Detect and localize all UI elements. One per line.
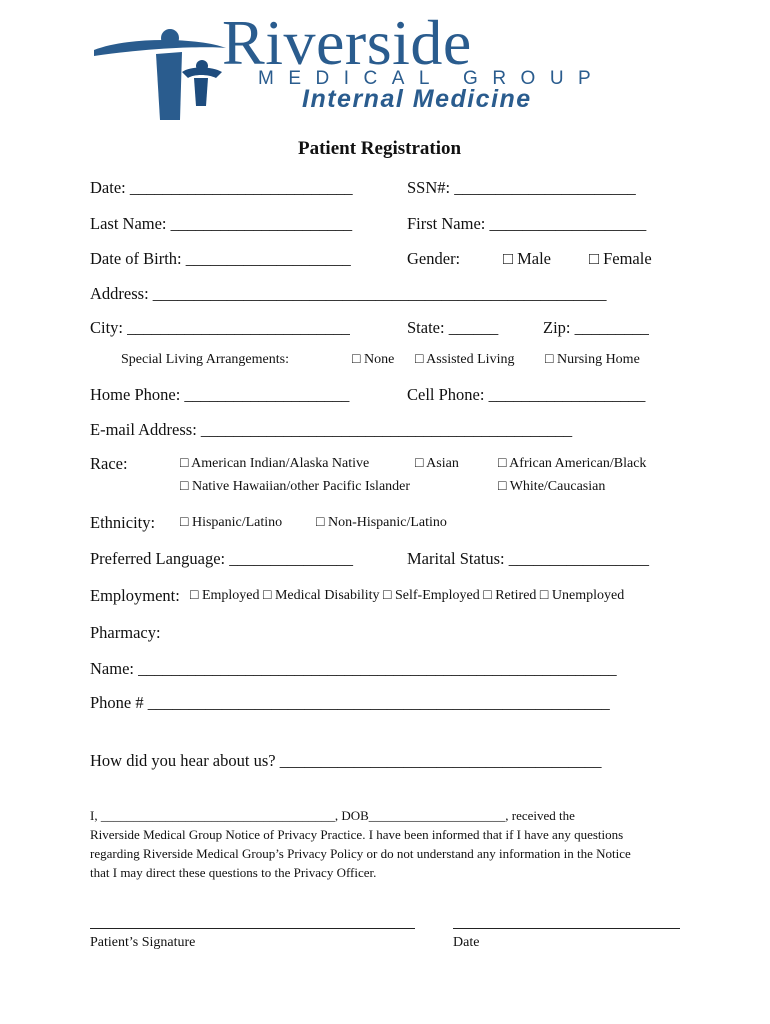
living-nursing-checkbox[interactable]: □ Nursing Home (545, 352, 640, 367)
privacy-line: Riverside Medical Group Notice of Privacy Practice. I have been informed that if I have any questions (90, 827, 624, 842)
privacy-line: that I may direct these questions to the Privacy Officer. (90, 865, 377, 880)
email-field[interactable]: E-mail Address: _____________________________________________ (90, 420, 573, 439)
pharmacy-name-field[interactable]: Name: __________________________________________________________ (90, 659, 617, 678)
privacy-line[interactable]: I, ____________________________________, DOB_____________________, received the (90, 808, 575, 823)
address-field[interactable]: Address: _______________________________________________________ (90, 284, 607, 303)
preferred-language-field[interactable]: Preferred Language: _______________ (90, 549, 354, 568)
ethnicity-non-hispanic-checkbox[interactable]: □ Non-Hispanic/Latino (316, 515, 447, 530)
first-name-field[interactable]: First Name: ___________________ (407, 214, 647, 233)
gender-male-checkbox[interactable]: □ Male (503, 249, 551, 268)
patient-signature-line[interactable] (90, 928, 415, 929)
date-field[interactable]: Date: ___________________________ (90, 178, 353, 197)
race-african-american-checkbox[interactable]: □ African American/Black (498, 456, 647, 471)
privacy-acknowledgement (90, 806, 690, 882)
ethnicity-hispanic-checkbox[interactable]: □ Hispanic/Latino (180, 515, 283, 530)
race-native-hawaiian-checkbox[interactable]: □ Native Hawaiian/other Pacific Islander (180, 479, 411, 494)
home-phone-field[interactable]: Home Phone: ____________________ (90, 385, 350, 404)
race-label: Race: (90, 454, 128, 473)
pharmacy-label: Pharmacy: (90, 623, 161, 642)
ssn-field[interactable]: SSN#: ______________________ (407, 178, 636, 197)
riverside-person-logo-icon (90, 26, 230, 122)
signature-date-line[interactable] (453, 928, 680, 929)
cell-phone-field[interactable]: Cell Phone: ___________________ (407, 385, 646, 404)
living-arrangements-label: Special Living Arrangements: (121, 352, 289, 367)
gender-label: Gender: (407, 249, 461, 268)
page-title: Patient Registration (298, 138, 462, 159)
pharmacy-phone-field[interactable]: Phone # ________________________________________________________ (90, 693, 610, 712)
state-field[interactable]: State: ______ (407, 318, 499, 337)
employment-options[interactable]: □ Employed □ Medical Disability □ Self-Employed □ Retired □ Unemployed (190, 588, 625, 603)
referral-source-field[interactable]: How did you hear about us? _______________________________________ (90, 751, 602, 770)
gender-female-checkbox[interactable]: □ Female (589, 249, 652, 268)
race-white-checkbox[interactable]: □ White/Caucasian (498, 479, 606, 494)
race-asian-checkbox[interactable]: □ Asian (415, 456, 459, 471)
privacy-line: regarding Riverside Medical Group’s Privacy Policy or do not understand any information in the Notice (90, 846, 631, 861)
signature-date-label: Date (453, 935, 480, 950)
race-american-indian-checkbox[interactable]: □ American Indian/Alaska Native (180, 456, 370, 471)
last-name-field[interactable]: Last Name: ______________________ (90, 214, 353, 233)
date-of-birth-field[interactable]: Date of Birth: ____________________ (90, 249, 351, 268)
city-field[interactable]: City: ___________________________ (90, 318, 350, 337)
logo-department: Internal Medicine (302, 85, 532, 113)
living-none-checkbox[interactable]: □ None (352, 352, 395, 367)
employment-label: Employment: (90, 586, 180, 605)
logo-wordmark: Riverside (222, 7, 472, 78)
logo-subtitle: MEDICAL GROUP (258, 68, 606, 89)
ethnicity-label: Ethnicity: (90, 513, 156, 532)
marital-status-field[interactable]: Marital Status: _________________ (407, 549, 649, 568)
patient-signature-label: Patient’s Signature (90, 935, 196, 950)
living-assisted-checkbox[interactable]: □ Assisted Living (415, 352, 515, 367)
zip-field[interactable]: Zip: _________ (543, 318, 649, 337)
